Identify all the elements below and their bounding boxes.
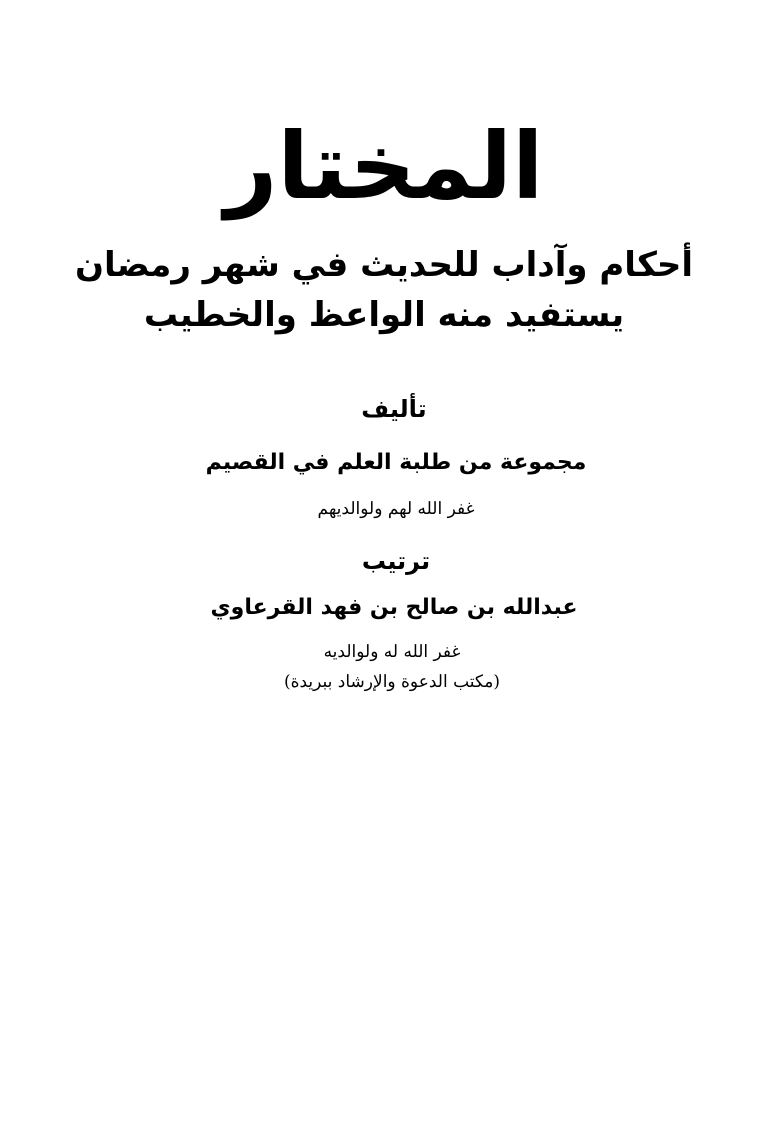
authorship-label: تأليف (361, 395, 427, 423)
book-subtitle-line-1: أحكام وآداب للحديث في شهر رمضان (74, 245, 693, 285)
arrangement-label: ترتيب (361, 547, 431, 575)
publisher-office: (مكتب الدعوة والإرشاد ببريدة) (283, 672, 501, 692)
arranger-name: عبدالله بن صالح بن فهد القرعاوي (210, 595, 578, 620)
arranger-prayer: غفر الله له ولوالديه (323, 642, 461, 662)
book-subtitle-line-2: يستفيد منه الواعظ والخطيب (143, 295, 625, 335)
authors-prayer: غفر الله لهم ولوالديهم (317, 499, 475, 519)
authors-name: مجموعة من طلبة العلم في القصيم (205, 450, 587, 475)
book-title: المختار (224, 113, 544, 220)
